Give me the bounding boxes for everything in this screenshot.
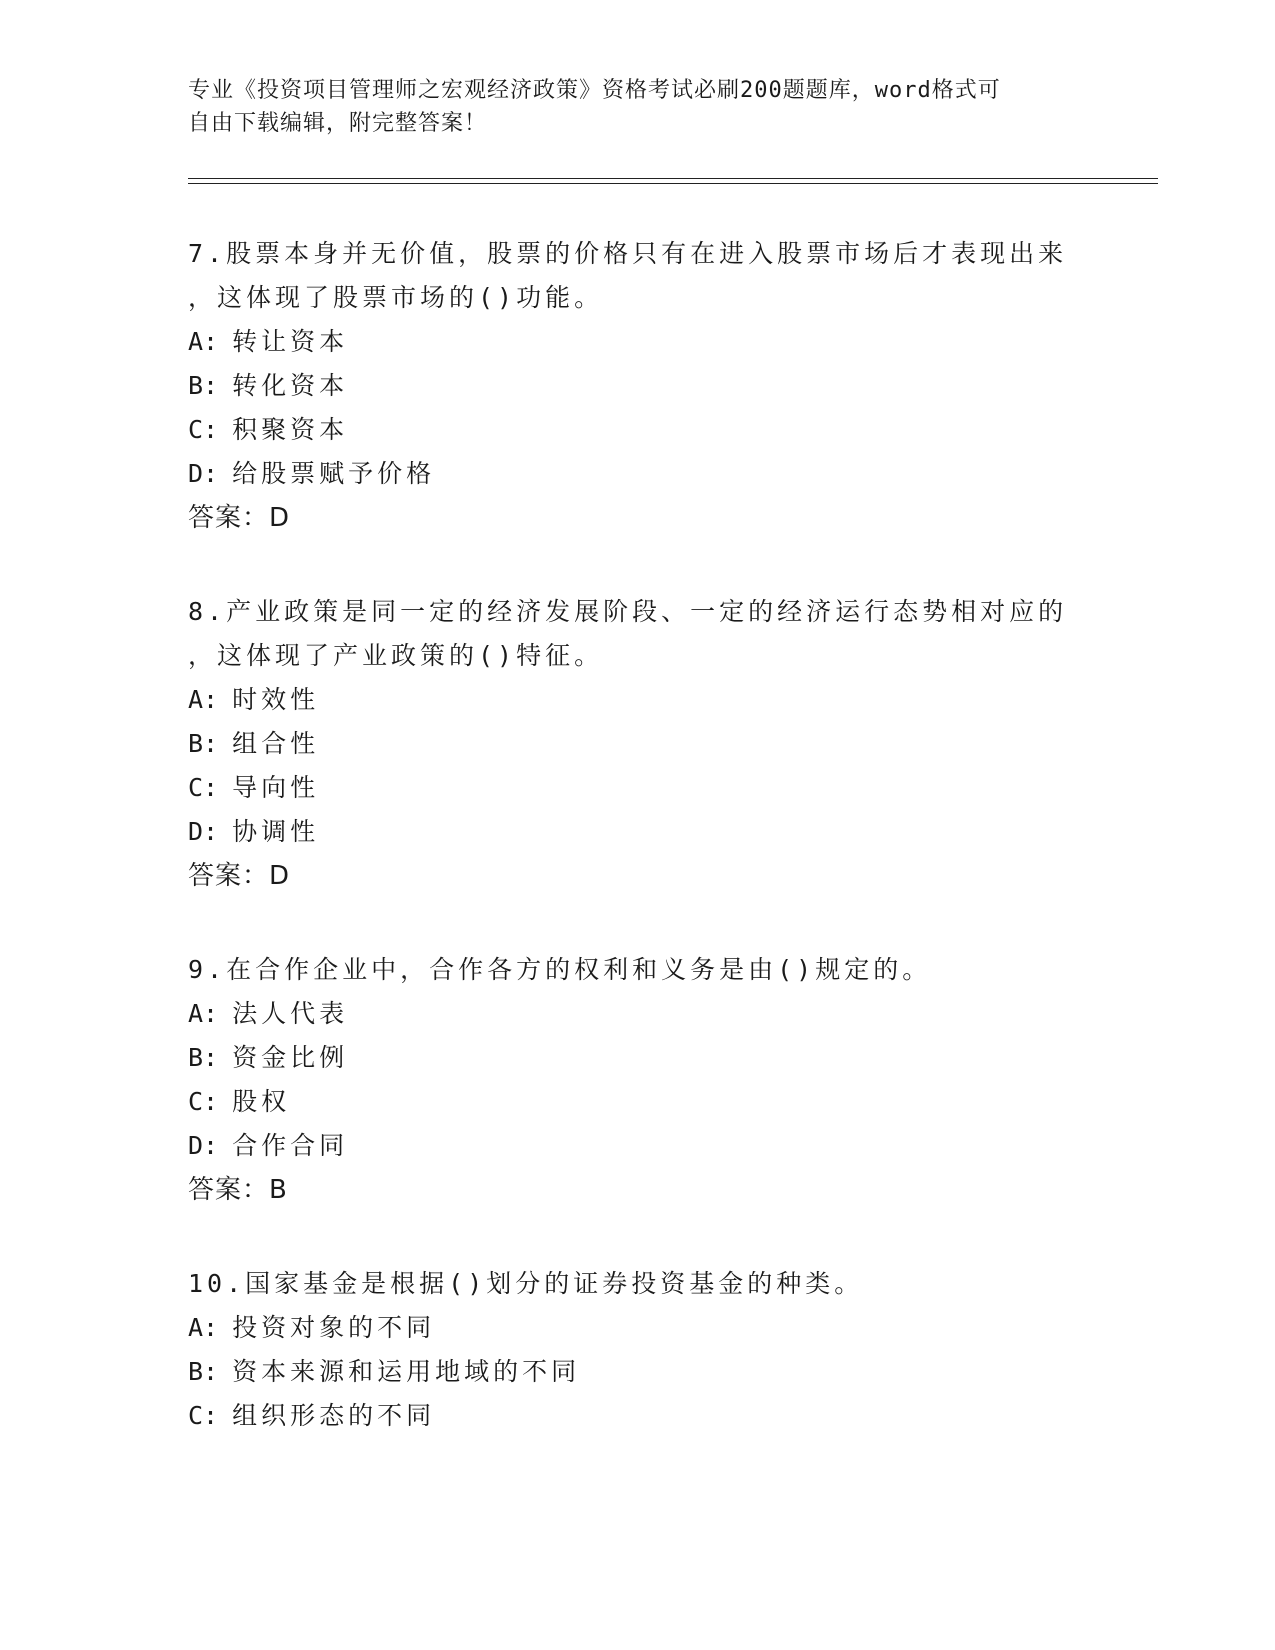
option-text: 组织形态的不同	[232, 1401, 436, 1430]
option-a	[188, 999, 348, 1029]
option-b	[188, 1357, 580, 1387]
option-text: 转化资本	[232, 371, 349, 400]
option-text: 导向性	[232, 773, 320, 802]
option-text: 时效性	[232, 685, 320, 714]
question-text-line: ，这体现了产业政策的()特征。	[188, 641, 604, 670]
option-b	[188, 1043, 348, 1073]
question-text-line: 10.国家基金是根据()划分的证券投资基金的种类。	[188, 1269, 864, 1298]
option-text: 投资对象的不同	[232, 1313, 436, 1342]
option-letter: B:	[188, 1357, 219, 1386]
option-a	[188, 685, 319, 715]
option-text: 组合性	[232, 729, 320, 758]
option-text: 股权	[232, 1087, 291, 1116]
answer-line: 答案：B	[188, 1175, 288, 1205]
option-letter: B:	[188, 1043, 219, 1072]
option-text: 资金比例	[232, 1043, 349, 1072]
option-c	[188, 1087, 290, 1117]
option-text: 资本来源和运用地域的不同	[232, 1357, 581, 1386]
option-letter: D:	[188, 1131, 219, 1160]
option-text: 合作合同	[232, 1131, 349, 1160]
option-letter: D:	[188, 817, 219, 846]
option-letter: A:	[188, 1313, 219, 1342]
header-line-2: 自由下载编辑，附完整答案！	[188, 111, 488, 136]
question-text-line: 7.股票本身并无价值，股票的价格只有在进入股票市场后才表现出来	[188, 239, 1068, 268]
option-d	[188, 1131, 348, 1161]
option-c	[188, 1401, 435, 1431]
option-letter: A:	[188, 999, 219, 1028]
option-letter: D:	[188, 459, 219, 488]
question-text-line: ，这体现了股票市场的()功能。	[188, 283, 604, 312]
option-text: 协调性	[232, 817, 320, 846]
option-letter: B:	[188, 371, 219, 400]
option-a	[188, 327, 348, 357]
option-letter: B:	[188, 729, 219, 758]
option-letter: A:	[188, 327, 219, 356]
option-c	[188, 773, 319, 803]
option-letter: C:	[188, 415, 219, 444]
question-text-line: 8.产业政策是同一定的经济发展阶段、一定的经济运行态势相对应的	[188, 597, 1068, 626]
option-d	[188, 817, 319, 847]
option-letter: A:	[188, 685, 219, 714]
option-letter: C:	[188, 1087, 219, 1116]
option-c	[188, 415, 348, 445]
question-text-line: 9.在合作企业中，合作各方的权利和义务是由()规定的。	[188, 955, 932, 984]
answer-line: 答案：D	[188, 503, 291, 533]
answer-line: 答案：D	[188, 861, 291, 891]
header-divider-bottom	[188, 183, 1158, 184]
option-text: 给股票赋予价格	[232, 459, 436, 488]
option-text: 转让资本	[232, 327, 349, 356]
option-a	[188, 1313, 435, 1343]
document-header	[188, 74, 1068, 140]
option-letter: C:	[188, 773, 219, 802]
option-text: 积聚资本	[232, 415, 349, 444]
option-letter: C:	[188, 1401, 219, 1430]
option-b	[188, 371, 348, 401]
option-b	[188, 729, 319, 759]
option-d	[188, 459, 435, 489]
option-text: 法人代表	[232, 999, 349, 1028]
header-divider-top	[188, 178, 1158, 179]
header-line-1: 专业《投资项目管理师之宏观经济政策》资格考试必刷200题题库，word格式可	[188, 78, 1001, 103]
